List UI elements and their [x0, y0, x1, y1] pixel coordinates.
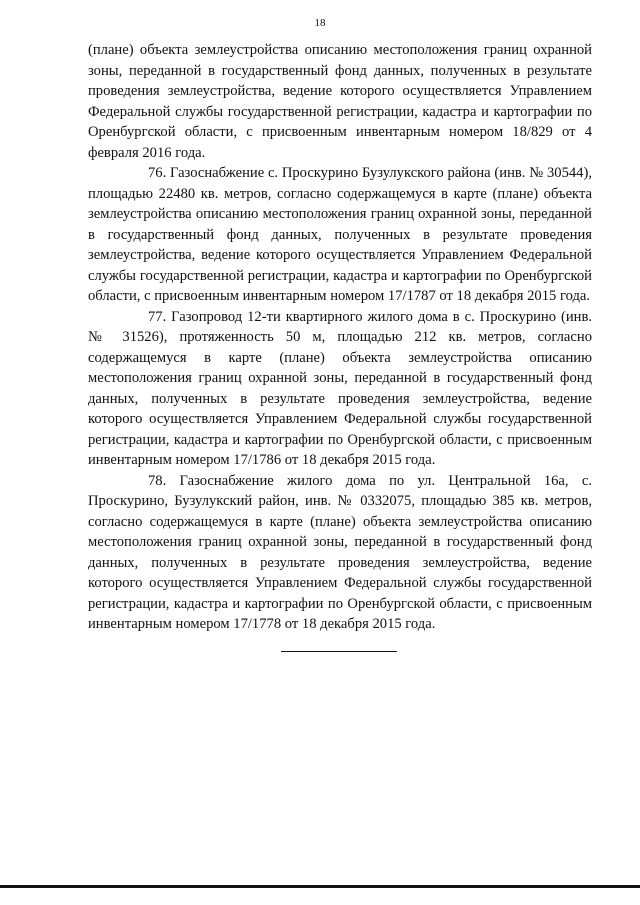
paragraph-continuation: (плане) объекта землеустройства описанию местоположения границ охранной зоны, переданной в государственный фонд данных, полученных в результате проведения землеустройства, ведение которого осуществляется Управлением Федеральной службы государственной регистрации, кадастра и картографии по Оренбургской области, с присвоенным инвентарным номером 18/829 от 4 февраля 2016 года.	[88, 42, 592, 161]
document-body	[88, 40, 592, 635]
paragraph-item-77: 77. Газопровод 12-ти квартирного жилого дома в с. Проскурино (инв. № 31526), протяженность 50 м, площадью 212 кв. метров, согласно содержащемуся в карте (плане) объекта землеустройства описанию местоположения границ охранной зоны, переданной в государственный фонд данных, полученных в результате проведения землеустройства, ведение которого осуществляется Управлением Федеральной службы государственной регистрации, кадастра и картографии по Оренбургской области, с присвоенным инвентарным номером 17/1786 от 18 декабря 2015 года.	[88, 308, 592, 468]
paragraph-item-78: 78. Газоснабжение жилого дома по ул. Центральной 16а, с. Проскурино, Бузулукский район, инв. № 0332075, площадью 385 кв. метров, согласно содержащемуся в карте (плане) объекта землеустройства описанию местоположения границ охранной зоны, переданной в государственный фонд данных, полученных в результате проведения землеустройства, ведение которого осуществляется Управлением Федеральной службы государственной регистрации, кадастра и картографии по Оренбургской области, с присвоенным инвентарным номером 17/1778 от 18 декабря 2015 года.	[88, 472, 592, 632]
end-separator-line	[281, 651, 397, 652]
page-bottom-edge	[0, 885, 640, 888]
page-number: 18	[314, 17, 326, 29]
paragraph-item-76: 76. Газоснабжение с. Проскурино Бузулукского района (инв. № 30544), площадью 22480 кв. метров, согласно содержащемуся в карте (плане) объекта землеустройства описанию местоположения границ охранной зоны, переданной в государственный фонд данных, полученных в результате проведения землеустройства, ведение которого осуществляется Управлением Федеральной службы государственной регистрации, кадастра и картографии по Оренбургской области, с присвоенным инвентарным номером 17/1787 от 18 декабря 2015 года.	[88, 165, 592, 304]
